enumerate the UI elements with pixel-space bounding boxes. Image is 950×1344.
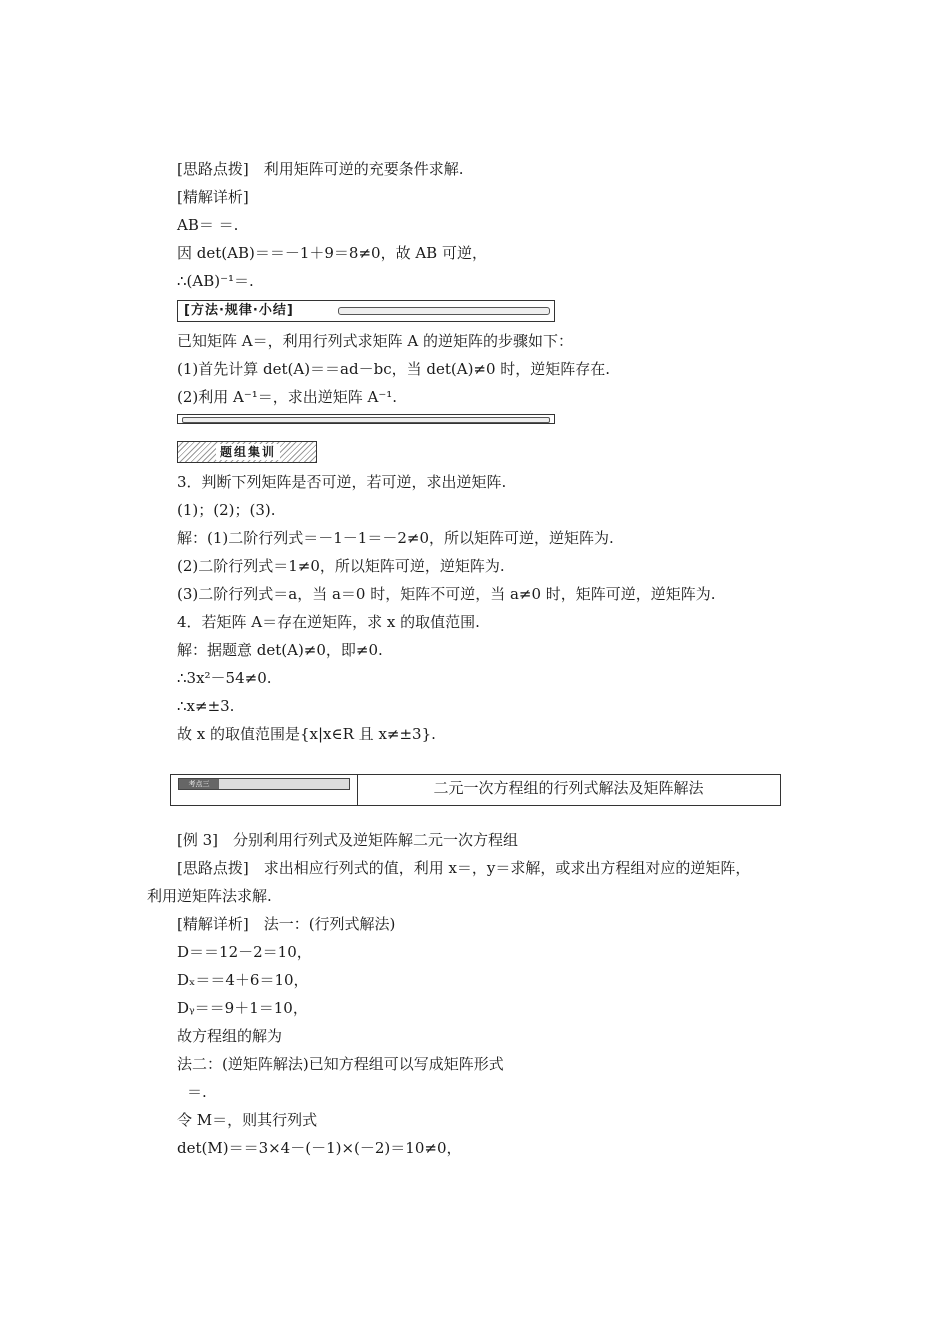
line-matrix-form: ＝. — [187, 1083, 207, 1101]
method-summary-bottom-bar — [177, 414, 555, 424]
line-hint-1: [思路点拨] 利用矩阵可逆的充要条件求解. — [177, 160, 464, 178]
line-ab-product: AB＝ ＝. — [177, 216, 239, 234]
line-q3-sol1: 解：(1)二阶行列式＝－1－1＝－2≠0，所以矩阵可逆，逆矩阵为. — [177, 529, 614, 547]
line-let-m: 令 M＝，则其行列式 — [177, 1111, 318, 1129]
line-summary-step2: (2)利用 A⁻¹＝，求出逆矩阵 A⁻¹. — [177, 388, 398, 406]
line-q3: 3．判断下列矩阵是否可逆，若可逆，求出逆矩阵. — [177, 473, 507, 491]
line-q4: 4．若矩阵 A＝存在逆矩阵，求 x 的取值范围. — [177, 613, 480, 631]
line-ab-inverse: ∴(AB)⁻¹＝. — [177, 272, 254, 290]
line-q4-conclusion: 故 x 的取值范围是{x|x∈R 且 x≠±3}. — [177, 725, 436, 743]
line-example3: [例 3] 分别利用行列式及逆矩阵解二元一次方程组 — [177, 831, 519, 849]
line-det-ab: 因 det(AB)＝＝－1＋9＝8≠0，故 AB 可逆， — [177, 244, 487, 262]
line-summary-step1: (1)首先计算 det(A)＝＝ad－bc，当 det(A)≠0 时，逆矩阵存在. — [177, 360, 611, 378]
banner-bar-decoration — [338, 307, 550, 315]
section-tag — [178, 778, 350, 790]
line-summary-intro: 已知矩阵 A＝，利用行列式求矩阵 A 的逆矩阵的步骤如下： — [177, 332, 573, 350]
line-d: D＝＝12－2＝10， — [177, 943, 312, 961]
section-header-table — [170, 774, 781, 806]
line-dx: Dₓ＝＝4＋6＝10， — [177, 971, 309, 989]
exercise-group-title: 题组集训 — [216, 444, 280, 460]
method-summary-title: [方法·规律·小结] — [180, 303, 298, 319]
line-q4-sol2: ∴3x²－54≠0. — [177, 669, 272, 687]
line-det-m: det(M)＝＝3×4－(－1)×(－2)＝10≠0， — [177, 1139, 462, 1157]
section-tag-cell — [171, 775, 358, 805]
line-method1: [精解详析] 法一：(行列式解法) — [177, 915, 396, 933]
line-q4-sol3: ∴x≠±3. — [177, 697, 235, 715]
line-detail-label: [精解详析] — [177, 188, 249, 206]
section-title: 二元一次方程组的行列式解法及矩阵解法 — [433, 779, 704, 797]
line-q4-sol1: 解：据题意 det(A)≠0，即≠0. — [177, 641, 383, 659]
line-q3-parts: (1)；(2)；(3). — [177, 501, 276, 519]
line-example3-hint: [思路点拨] 求出相应行列式的值，利用 x＝，y＝求解，或求出方程组对应的逆矩阵， — [177, 859, 751, 877]
section-tag-label: 考点三 — [179, 779, 219, 789]
line-q3-sol3: (3)二阶行列式＝a，当 a＝0 时，矩阵不可逆，当 a≠0 时，矩阵可逆，逆矩阵为. — [177, 585, 716, 603]
line-example3-hint-cont: 利用逆矩阵法求解. — [147, 887, 272, 905]
line-method2: 法二：(逆矩阵解法)已知方程组可以写成矩阵形式 — [177, 1055, 504, 1073]
exercise-group-banner — [177, 441, 317, 463]
bottom-bar-decoration — [182, 417, 550, 423]
line-q3-sol2: (2)二阶行列式＝1≠0，所以矩阵可逆，逆矩阵为. — [177, 557, 505, 575]
line-dy: Dᵧ＝＝9＋1＝10， — [177, 999, 308, 1017]
method-summary-banner — [177, 300, 555, 322]
line-solution: 故方程组的解为 — [177, 1027, 283, 1045]
